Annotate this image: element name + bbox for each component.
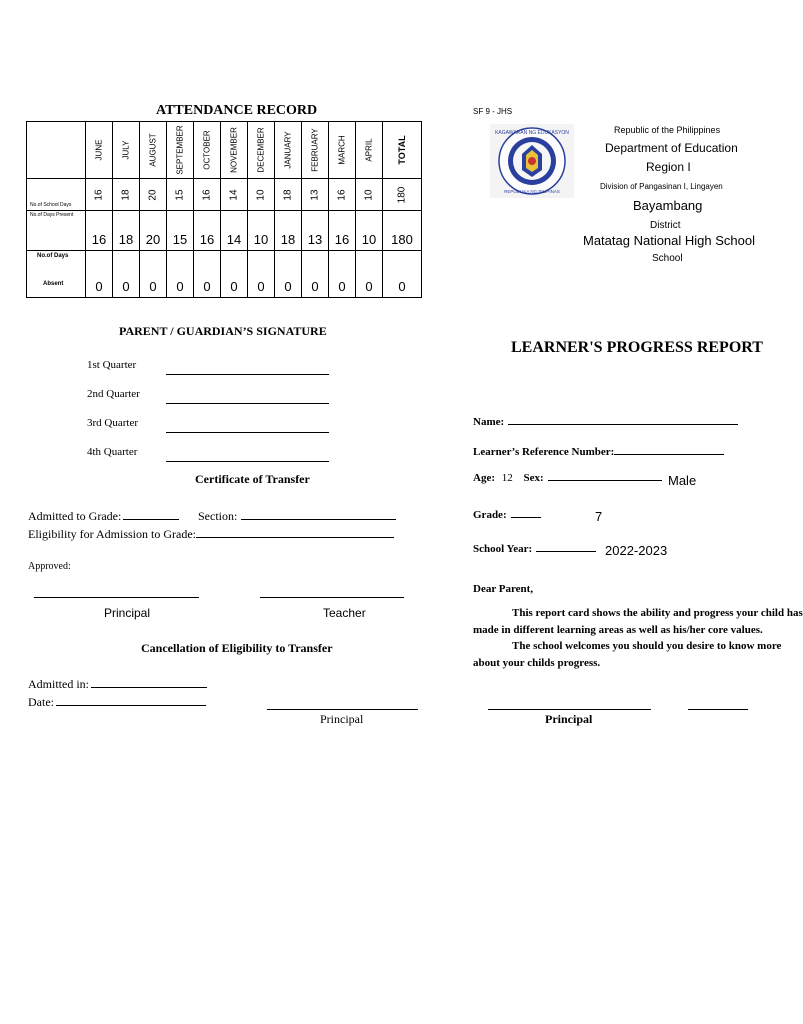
school-year-field[interactable] (536, 551, 596, 552)
sex-value: Male (668, 473, 697, 488)
school-days-value: 13 (309, 188, 321, 201)
days-absent-value: 0 (194, 251, 221, 298)
month-header: APRIL (364, 138, 374, 162)
days-present-value: 18 (113, 211, 140, 251)
grade-value: 7 (595, 509, 603, 524)
days-absent-label: No.of Days Absent (27, 251, 86, 298)
school-days-value: 16 (93, 188, 105, 201)
days-present-value: 10 (356, 211, 383, 251)
days-absent-row (27, 251, 422, 298)
days-present-value: 16 (86, 211, 113, 251)
signature-line[interactable] (166, 374, 329, 375)
days-present-value: 13 (302, 211, 329, 251)
signature-line[interactable] (166, 403, 329, 404)
days-absent-total: 0 (383, 251, 422, 298)
dear-parent: Dear Parent, (473, 583, 534, 595)
quarter-label: 4th Quarter (87, 446, 138, 458)
days-present-value: 10 (248, 211, 275, 251)
month-header: DECEMBER (256, 127, 266, 173)
school-days-total: 180 (396, 186, 408, 203)
days-present-value: 16 (329, 211, 356, 251)
name-field[interactable] (508, 424, 738, 425)
teacher-label: Teacher (323, 606, 366, 620)
school-days-value: 18 (120, 188, 132, 201)
admitted-to-grade-label: Admitted to Grade: (28, 509, 179, 524)
month-header: JUNE (94, 139, 104, 161)
message-paragraph-2-line-2: about your childs progress. (473, 657, 601, 669)
age-value: 12 (501, 472, 513, 484)
grade-label: Grade: (473, 509, 541, 521)
school-days-label: No.of School Days (27, 179, 86, 211)
section-label: Section: (198, 509, 396, 524)
parent-signature-title: PARENT / GUARDIAN’S SIGNATURE (119, 324, 327, 338)
days-absent-value: 0 (275, 251, 302, 298)
principal-label: Principal (104, 606, 151, 620)
report-title: LEARNER'S PROGRESS REPORT (511, 339, 763, 356)
republic-label: Republic of the Philippines (614, 125, 721, 135)
days-absent-value: 0 (221, 251, 248, 298)
school-year-label: School Year: (473, 543, 596, 555)
lrn-label: Learner’s Reference Number: (473, 446, 724, 458)
sex-field[interactable] (548, 480, 662, 481)
quarter-label: 1st Quarter (87, 359, 137, 371)
division-label: Division of Pangasinan I, Lingayen (600, 182, 723, 191)
report-adviser-line[interactable] (688, 709, 748, 710)
month-header: SEPTEMBER (175, 125, 185, 175)
school-days-value: 20 (147, 188, 159, 201)
signature-line[interactable] (166, 432, 329, 433)
report-card-cover (470, 0, 803, 1024)
days-absent-value: 0 (248, 251, 275, 298)
school-days-value: 10 (363, 188, 375, 201)
section-field[interactable] (241, 519, 396, 520)
school-days-value: 14 (228, 188, 240, 201)
eligibility-field[interactable] (196, 537, 394, 538)
message-paragraph-1-line-1: This report card shows the ability and progress your child has (512, 607, 803, 619)
quarter-label: 3rd Quarter (87, 417, 139, 429)
days-present-row (27, 211, 422, 251)
department-label: Department of Education (605, 141, 738, 155)
month-header: MARCH (337, 135, 347, 165)
month-header: JANUARY (283, 131, 293, 169)
month-header-row (27, 122, 422, 179)
principal-signature-line[interactable] (34, 597, 199, 598)
region-label: Region I (646, 160, 691, 174)
days-present-value: 14 (221, 211, 248, 251)
days-present-value: 18 (275, 211, 302, 251)
admitted-in-label: Admitted in: (28, 677, 207, 692)
school-label: School (652, 253, 683, 264)
days-absent-value: 0 (356, 251, 383, 298)
days-present-value: 16 (194, 211, 221, 251)
age-sex-row: Age: 12 Sex: (473, 472, 662, 484)
signature-line[interactable] (166, 461, 329, 462)
days-present-value: 15 (167, 211, 194, 251)
header-corner-cell (27, 122, 86, 179)
teacher-signature-line[interactable] (260, 597, 404, 598)
month-header: OCTOBER (202, 130, 212, 170)
days-present-label: No.of Days Present (27, 211, 86, 251)
days-present-total: 180 (383, 211, 422, 251)
district-label: District (650, 220, 681, 231)
district-name: Bayambang (633, 198, 703, 213)
seal-text-bottom: REPUBLIKA NG PILIPINAS (504, 189, 560, 194)
school-year-value: 2022-2023 (605, 543, 668, 558)
days-absent-value: 0 (329, 251, 356, 298)
month-header: AUGUST (148, 133, 158, 167)
attendance-table (26, 121, 422, 298)
attendance-title: ATTENDANCE RECORD (156, 103, 318, 118)
days-absent-value: 0 (302, 251, 329, 298)
month-header: FEBRUARY (310, 128, 320, 172)
days-absent-value: 0 (140, 251, 167, 298)
cancellation-principal-label: Principal (320, 712, 364, 726)
deped-seal-icon (490, 124, 574, 198)
approved-label: Approved: (28, 561, 71, 572)
lrn-field[interactable] (614, 454, 724, 455)
date-field[interactable] (56, 705, 206, 706)
school-days-value: 10 (255, 188, 267, 201)
eligibility-label: Eligibility for Admission to Grade: (28, 527, 394, 542)
grade-field[interactable] (511, 517, 541, 518)
days-absent-value: 0 (86, 251, 113, 298)
admitted-in-field[interactable] (91, 687, 207, 688)
school-name: Matatag National High School (583, 233, 755, 248)
days-absent-value: 0 (167, 251, 194, 298)
certificate-title: Certificate of Transfer (195, 472, 310, 486)
date-label: Date: (28, 695, 206, 710)
seal-text-top: KAGAWARAN NG EDUKASYON (495, 130, 569, 136)
month-header: JULY (121, 140, 131, 160)
message-paragraph-2-line-1: The school welcomes you should you desire to know more (512, 640, 782, 652)
month-header: NOVEMBER (229, 127, 239, 173)
school-days-value: 18 (282, 188, 294, 201)
days-present-value: 20 (140, 211, 167, 251)
quarter-label: 2nd Quarter (87, 388, 140, 400)
report-principal-line[interactable] (488, 709, 651, 710)
report-principal-label: Principal (545, 712, 593, 726)
admitted-grade-field[interactable] (123, 519, 179, 520)
school-days-value: 15 (174, 188, 186, 201)
days-absent-value: 0 (113, 251, 140, 298)
form-code: SF 9 - JHS (473, 107, 513, 116)
school-days-value: 16 (201, 188, 213, 201)
message-paragraph-1-line-2: made in different learning areas as well as his/her core values. (473, 624, 763, 636)
school-days-value: 16 (336, 188, 348, 201)
school-days-row (27, 179, 422, 211)
total-header: TOTAL (397, 135, 407, 165)
name-label: Name: (473, 416, 738, 428)
cancellation-title: Cancellation of Eligibility to Transfer (141, 641, 333, 655)
cancellation-principal-line[interactable] (267, 709, 418, 710)
